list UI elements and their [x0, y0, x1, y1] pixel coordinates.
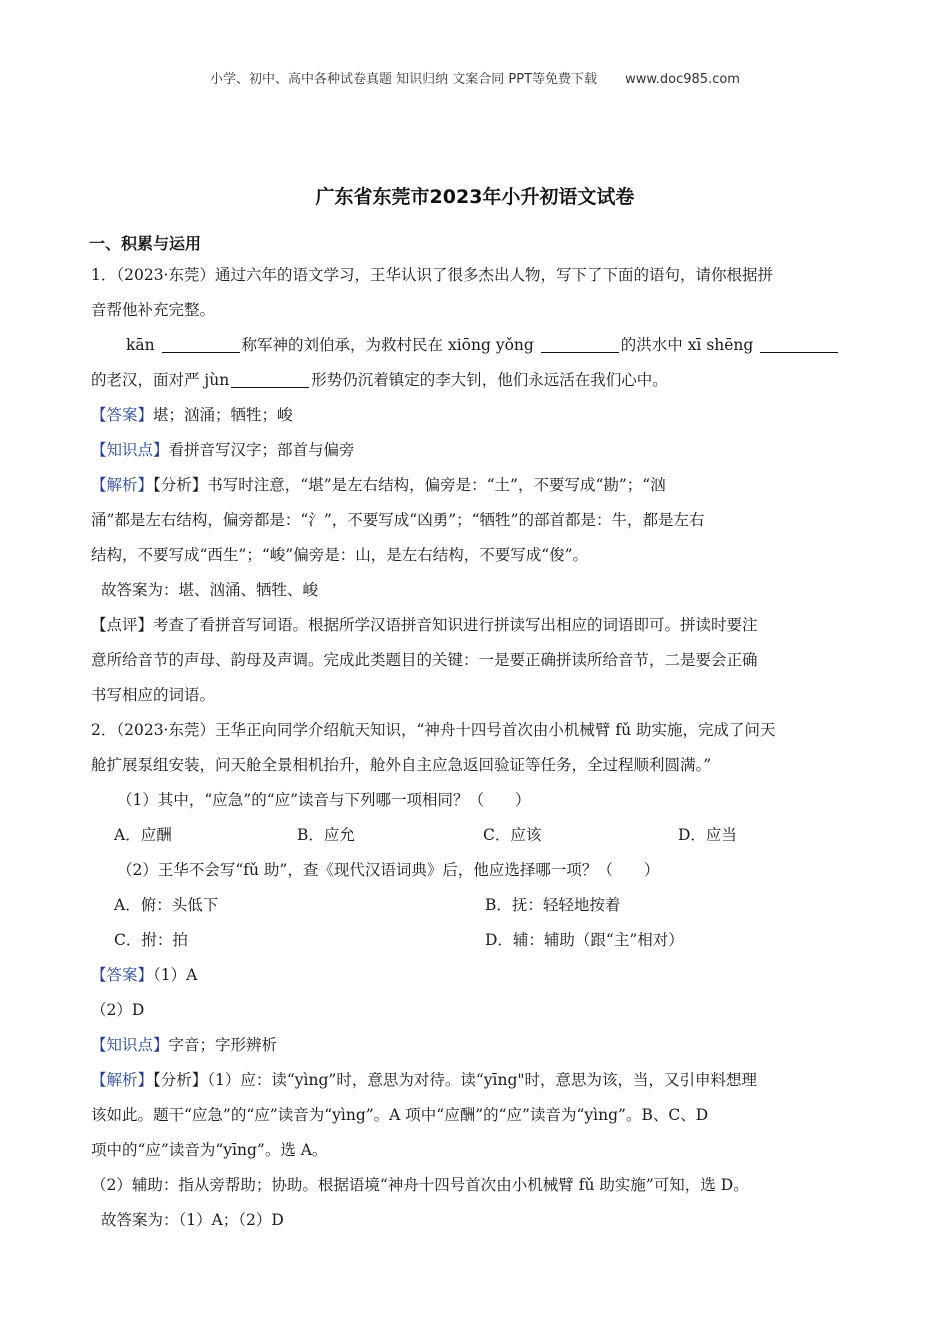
answer-blank[interactable]	[231, 369, 309, 388]
section-heading: 一、积累与运用	[89, 234, 202, 253]
analysis-text: 【分析】（1）应：读“yìng”时，意思为对待。读“yīng"时，意思为该，当，又引申料想理	[153, 1071, 758, 1089]
analysis-tag: 【解析】	[91, 476, 154, 494]
q1-fill-part: kān	[126, 336, 160, 354]
option-d[interactable]: D．辅：辅助（跟“主”相对）	[485, 931, 684, 949]
q1-stem-cont: 音帮他补充完整。	[91, 301, 216, 319]
option-b[interactable]: B．应允	[297, 826, 355, 844]
page-header	[0, 68, 950, 87]
q1-comment-cont: 意所给音节的声母、韵母及声调。完成此类题目的关键：一是要正确拼读所给音节，二是要会正确	[91, 651, 758, 669]
q1-fill-line-1	[91, 328, 861, 363]
q2-sub1: （1）其中，“应急”的“应”读音与下列哪一项相同？（ ）	[117, 791, 531, 809]
answer-text: 堪；汹涌；牺牲；峻	[153, 406, 293, 424]
answer-blank[interactable]	[760, 334, 838, 353]
q1-analysis	[91, 468, 861, 503]
q1-fill-part: 的洪水中 xī shēng	[620, 336, 759, 354]
knowledge-text: 看拼音写汉字；部首与偏旁	[168, 441, 355, 459]
knowledge-tag: 【知识点】	[91, 441, 169, 459]
q2-knowledge-point	[91, 1028, 861, 1063]
q1-fill-part: 称军神的刘伯承，为救村民在 xiōng yǒng	[241, 336, 539, 354]
header-text: 小学、初中、高中各种试卷真题 知识归纳 文案合同 PPT等免费下载	[210, 72, 598, 87]
option-b[interactable]: B．抚：轻轻地按着	[485, 896, 621, 914]
answer-tag: 【答案】	[91, 406, 154, 424]
option-d[interactable]: D．应当	[678, 826, 737, 844]
q2-sub1-options	[91, 818, 861, 853]
q1-comment: 【点评】考查了看拼音写词语。根据所学汉语拼音知识进行拼读写出相应的词语即可。拼读时要注	[91, 616, 758, 634]
page-title: 广东省东莞市2023年小升初语文试卷	[315, 186, 635, 208]
q1-analysis-cont: 结构，不要写成“西生”；“峻”偏旁是：山，是左右结构，不要写成“俊”。	[91, 546, 589, 564]
q2-answer-cont: （2）D	[91, 1001, 145, 1019]
q1-stem: 1．（2023·东莞）通过六年的语文学习，王华认识了很多杰出人物，写下了下面的语句，请你根据拼	[91, 266, 773, 284]
q2-analysis-cont: 项中的“应”读音为“yīng”。选 A。	[91, 1141, 328, 1159]
answer-blank[interactable]	[541, 334, 619, 353]
header-site-link[interactable]: www.doc985.com	[625, 72, 740, 87]
q2-answer	[91, 958, 861, 993]
q1-comment-cont: 书写相应的词语。	[91, 686, 216, 704]
q2-analysis-cont: 该如此。题干“应急”的“应”读音为“yìng”。A 项中“应酬”的“应”读音为“yìng”。B、C、D	[91, 1106, 709, 1124]
q2-analysis-cont: （2）辅助：指从旁帮助；协助。根据语境“神舟十四号首次由小机械臂 fǔ 助实施”可知，选 D。	[91, 1176, 749, 1194]
knowledge-tag: 【知识点】	[91, 1036, 169, 1054]
document-body	[91, 232, 861, 1238]
analysis-text: 【分析】书写时注意，“堪”是左右结构，偏旁是：“土”，不要写成“勘”；“汹	[153, 476, 666, 494]
option-c[interactable]: C．应该	[483, 826, 542, 844]
q2-stem-cont: 舱扩展泵组安装，问天舱全景相机抬升，舱外自主应急返回验证等任务，全过程顺利圆满。”	[91, 756, 712, 774]
q2-analysis	[91, 1063, 861, 1098]
option-a[interactable]: A．俯：头低下	[114, 896, 219, 914]
q1-fill-part: 形势仍沉着镇定的李大钊，他们永远活在我们心中。	[311, 371, 668, 389]
option-a[interactable]: A．应酬	[114, 826, 172, 844]
knowledge-text: 字音；字形辨析	[168, 1036, 278, 1054]
q1-fill-line-2	[91, 363, 861, 398]
q2-sub2: （2）王华不会写“fǔ 助”，查《现代汉语词典》后，他应选择哪一项？（ ）	[117, 861, 660, 879]
q1-answer	[91, 398, 861, 433]
answer-blank[interactable]	[162, 334, 240, 353]
q1-conclusion: 故答案为：堪、汹涌、牺牲、峻	[101, 581, 319, 599]
q2-sub2-options-row-1	[91, 888, 861, 923]
answer-tag: 【答案】	[91, 966, 154, 984]
q2-sub2-options-row-2	[91, 923, 861, 958]
option-c[interactable]: C．拊：拍	[114, 931, 188, 949]
q2-conclusion: 故答案为：（1）A；（2）D	[101, 1211, 284, 1229]
q1-analysis-cont: 涌”都是左右结构，偏旁都是：“氵”，不要写成“凶勇”；“牺牲”的部首都是：牛，都是左右	[91, 511, 705, 529]
analysis-tag: 【解析】	[91, 1071, 154, 1089]
q1-knowledge-point	[91, 433, 861, 468]
q2-stem: 2．（2023·东莞）王华正向同学介绍航天知识，“神舟十四号首次由小机械臂 fǔ 助实施，完成了问天	[91, 721, 776, 739]
q1-fill-part: 的老汉，面对严 jùn	[91, 371, 230, 389]
answer-text: （1）A	[153, 966, 198, 984]
